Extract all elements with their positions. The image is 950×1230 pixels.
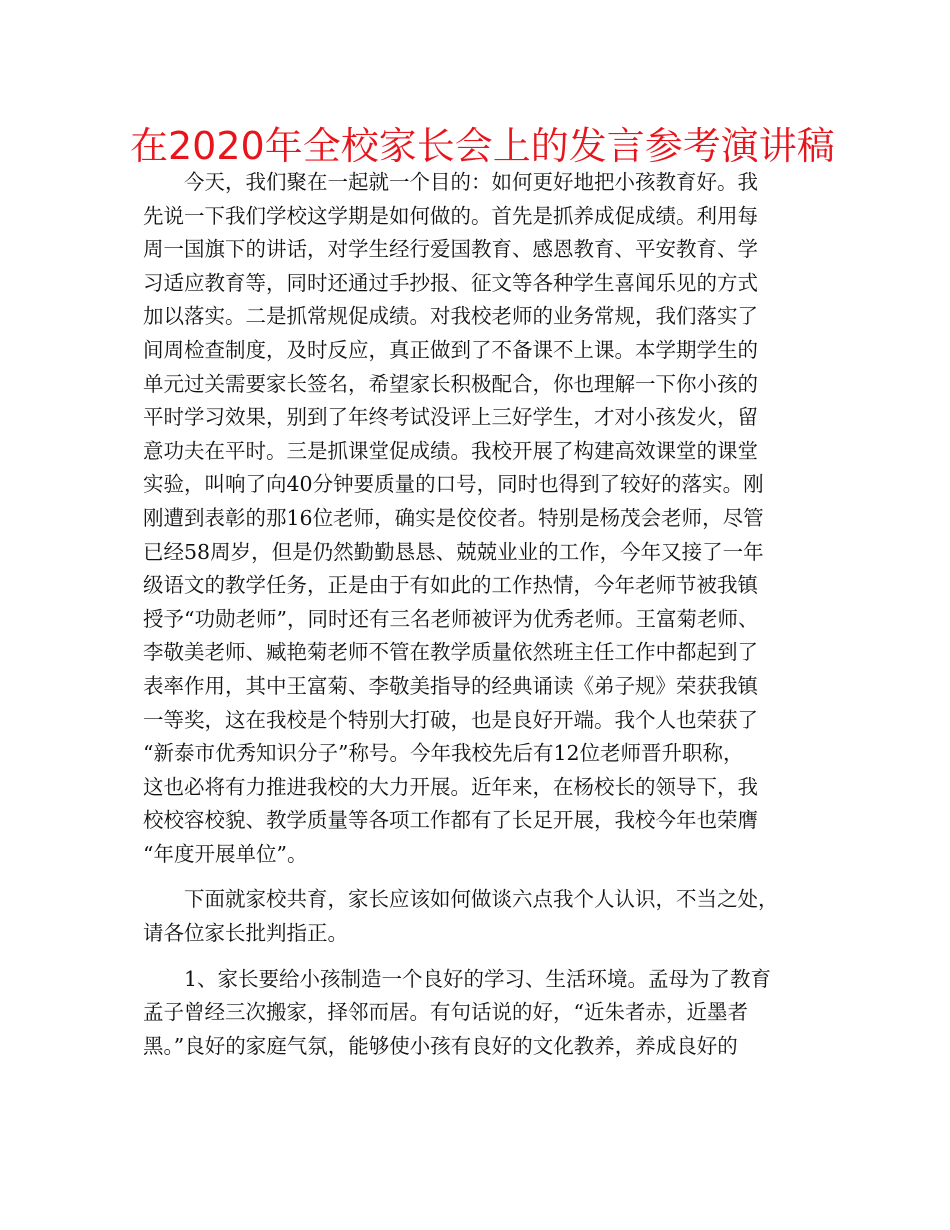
text-line: 下面就家校共育，家长应该如何做谈六点我个人认识，不当之处， — [184, 887, 779, 912]
text-line: 刚遭到表彰的那16位老师，确实是佼佼者。特别是杨茂会老师，尽管 — [143, 505, 764, 530]
text-line: 平时学习效果，别到了年终考试没评上三好学生，才对小孩发火，留 — [143, 405, 758, 430]
document-body — [143, 166, 813, 1063]
text-line: “年度开展单位”。 — [143, 841, 308, 866]
text-line: 1、家长要给小孩制造一个良好的学习、生活环境。孟母为了教育 — [184, 966, 772, 991]
text-line: 意功夫在平时。三是抓课堂促成绩。我校开展了构建高效课堂的课堂 — [143, 438, 758, 463]
text-line: 这也必将有力推进我校的大力开展。近年来，在杨校长的领导下，我 — [143, 774, 758, 799]
text-line: 一等奖，这在我校是个特别大打破，也是良好开端。我个人也荣获了 — [143, 707, 758, 732]
text-line: 孟子曾经三次搬家，择邻而居。有句话说的好，“近朱者赤，近墨者 — [143, 1000, 748, 1025]
text-line: 单元过关需要家长签名，希望家长积极配合，你也理解一下你小孩的 — [143, 371, 758, 396]
text-line: 级语文的教学任务，正是由于有如此的工作热情，今年老师节被我镇 — [143, 573, 758, 598]
text-line: 间周检查制度，及时反应，真正做到了不备课不上课。本学期学生的 — [143, 337, 758, 362]
paragraph-2 — [143, 883, 813, 950]
text-line: 李敬美老师、臧艳菊老师不管在教学质量依然班主任工作中都起到了 — [143, 640, 758, 665]
paragraph-gap — [143, 871, 813, 883]
text-line: 授予“功勋老师”，同时还有三名老师被评为优秀老师。王富菊老师、 — [143, 606, 759, 631]
text-line: 已经58周岁，但是仍然勤勤恳恳、兢兢业业的工作，今年又接了一年 — [143, 539, 764, 564]
text-line: 周一国旗下的讲话，对学生经行爱国教育、感恩教育、平安教育、学 — [143, 237, 758, 262]
paragraph-3 — [143, 963, 813, 1064]
text-line: 黑。”良好的家庭气氛，能够使小孩有良好的文化教养，养成良好的 — [143, 1033, 738, 1058]
text-line: 加以落实。二是抓常规促成绩。对我校老师的业务常规，我们落实了 — [143, 304, 758, 329]
paragraph-1 — [143, 166, 813, 871]
text-line: 先说一下我们学校这学期是如何做的。首先是抓养成促成绩。利用每 — [143, 203, 758, 228]
text-line: “新泰市优秀知识分子”称号。今年我校先后有12位老师晋升职称， — [143, 741, 744, 766]
text-line: 实验，叫响了向40分钟要质量的口号，同时也得到了较好的落实。刚 — [143, 472, 764, 497]
text-line: 今天，我们聚在一起就一个目的：如何更好地把小孩教育好。我 — [184, 170, 758, 194]
text-line: 请各位家长批判指正。 — [143, 921, 348, 946]
text-line: 习适应教育等，同时还通过手抄报、征文等各种学生喜闻乐见的方式 — [143, 270, 758, 295]
paragraph-gap — [143, 951, 813, 963]
text-line: 校校容校貌、教学质量等各项工作都有了长足开展，我校今年也荣膺 — [143, 808, 758, 833]
document-title: 在2020年全校家长会上的发言参考演讲稿 — [130, 124, 835, 168]
text-line: 表率作用，其中王富菊、李敬美指导的经典诵读《弟子规》荣获我镇 — [143, 673, 758, 698]
